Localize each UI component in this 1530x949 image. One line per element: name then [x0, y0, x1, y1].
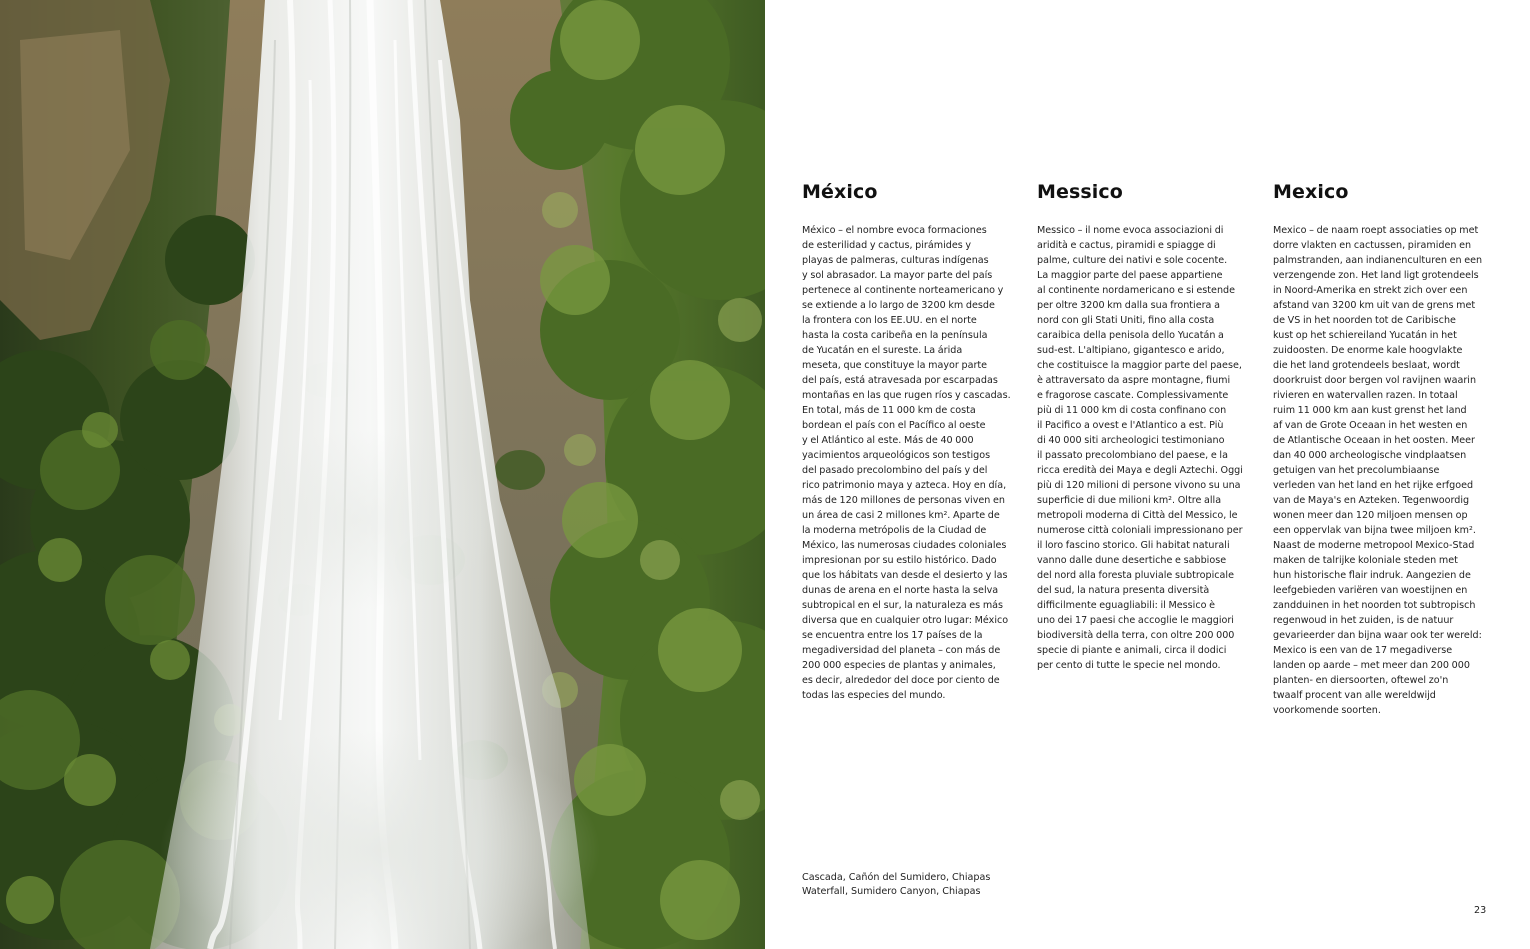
caption-line-english: Waterfall, Sumidero Canyon, Chiapas	[802, 886, 981, 897]
column-dutch	[1273, 178, 1491, 718]
column-title: Messico	[1037, 181, 1123, 203]
caption-line-spanish: Cascada, Cañón del Sumidero, Chiapas	[802, 872, 991, 883]
column-spanish	[802, 178, 1020, 703]
column-italian	[1037, 178, 1255, 673]
column-title: Mexico	[1273, 181, 1349, 203]
column-body: México – el nombre evoca formaciones de esterilidad y cactus, pirámides y playas de palmeras, culturas indígenas y sol abrasador. La mayor parte del país pertenece al continente norteamericano y se extiende a lo largo de 3200 km desde la frontera con los EE.UU. en el norte hasta la costa caribeña en la península de Yucatán en el sureste. La árida meseta, que constituye la mayor parte del país, está atravesada por escarpadas montañas en las que rugen ríos y cascadas. En total, más de 11 000 km de costa bordean el país con el Pacífico al oeste y el Atlántico al este. Más de 40 000 yacimientos arqueológicos son testigos del pasado precolombino del país y del rico patrimonio maya y azteca. Hoy en día, más de 120 millones de personas viven en un área de casi 2 millones km². Aparte de la moderna metrópolis de la Ciudad de México, las numerosas ciudades coloniales impresionan por su estilo histórico. Dado que los hábitats van desde el desierto y las dunas de arena en el norte hasta la selva subtropical en el sur, la naturaleza es más diversa que en cualquier otro lugar: México se encuentra entre los 17 países de la megadiversidad del planeta – con más de 200 000 especies de plantas y animales, es decir, alrededor del doce por ciento de todas las especies del mundo.	[802, 225, 1011, 701]
page-number: 23	[1474, 905, 1487, 916]
column-body: Messico – il nome evoca associazioni di aridità e cactus, piramidi e spiagge di palme, culture dei nativi e sole cocente. La maggior parte del paese appartiene al continente nordamericano e si estende per oltre 3200 km dalla sua frontiera a nord con gli Stati Uniti, fino alla costa caraibica della penisola dello Yucatán a sud-est. L'altipiano, gigantesco e arido, che costituisce la maggior parte del paese, è attraversato da aspre montagne, fiumi e fragorose cascate. Complessivamente più di 11 000 km di costa confinano con il Pacifico a ovest e l'Atlantico a est. Più di 40 000 siti archeologici testimoniano il passato precolombiano del paese, e la ricca eredità dei Maya e degli Aztechi. Oggi più di 120 milioni di persone vivono su una superficie di due milioni km². Oltre alla metropoli moderna di Città del Messico, le numerose città coloniali impressionano per il loro fascino storico. Gli habitat naturali vanno dalle dune desertiche e sabbiose del nord alla foresta pluviale subtropicale del sud, la natura presenta diversità difficilmente eguagliabili: il Messico è uno dei 17 paesi che accoglie le maggiori biodiversità della terra, con oltre 200 000 specie di piante e animali, circa il dodici per cento di tutte le specie nel mondo.	[1037, 225, 1243, 671]
column-title: México	[802, 181, 878, 203]
column-body: Mexico – de naam roept associaties op met dorre vlakten en cactussen, piramiden en palmstranden, aan indianenculturen en een verzengende zon. Het land ligt grotendeels in Noord-Amerika en strekt zich over een afstand van 3200 km uit van de grens met de VS in het noorden tot de Caribische kust op het schiereiland Yucatán in het zuidoosten. De enorme kale hoogvlakte die het land grotendeels beslaat, wordt doorkruist door bergen vol ravijnen waarin rivieren en watervallen razen. In totaal ruim 11 000 km aan kust grenst het land af van de Grote Oceaan in het westen en de Atlantische Oceaan in het oosten. Meer dan 40 000 archeologische vindplaatsen getuigen van het precolumbiaanse verleden van het land en het rijke erfgoed van de Maya's en Azteken. Tegenwoordig wonen meer dan 120 miljoen mensen op een oppervlak van bijna twee miljoen km². Naast de moderne metropool Mexico-Stad maken de talrijke koloniale steden met hun historische flair indruk. Aangezien de leefgebieden variëren van woestijnen en zandduinen in het noorden tot subtropisch regenwoud in het zuiden, is de natuur gevarieerder dan bijna waar ook ter wereld: Mexico is een van de 17 megadiverse landen op aarde – met meer dan 200 000 planten- en diersoorten, oftewel zo'n twaalf procent van alle wereldwijd voorkomende soorten.	[1273, 225, 1483, 716]
photo-caption	[802, 871, 990, 899]
